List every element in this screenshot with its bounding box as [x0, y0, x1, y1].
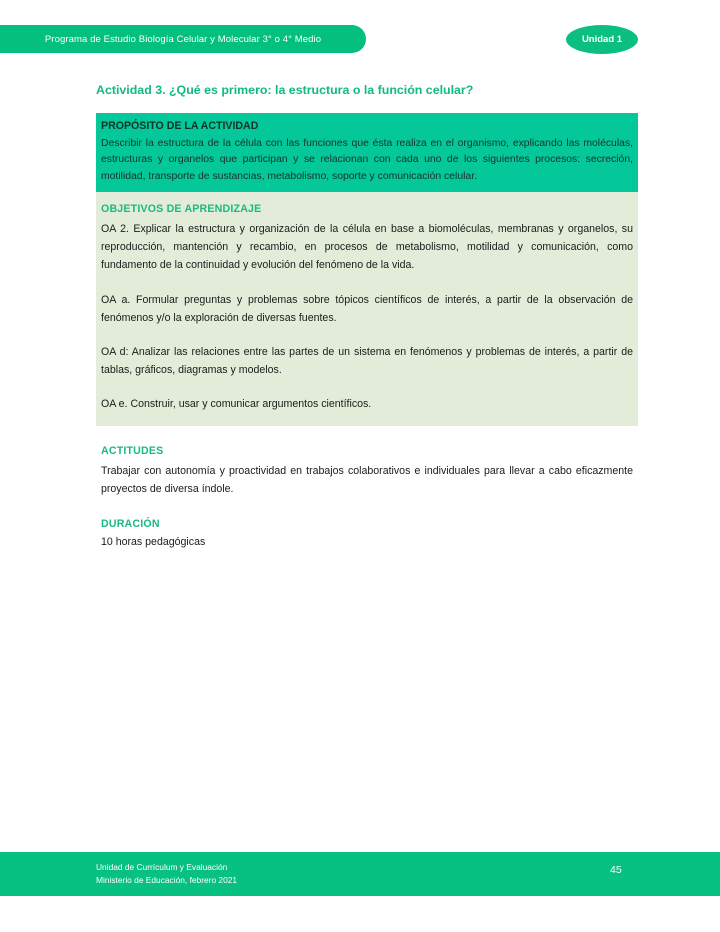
- duration-value: 10 horas pedagógicas: [101, 535, 206, 548]
- footer-credits: [96, 861, 237, 886]
- unit-badge-label: Unidad 1: [581, 34, 623, 45]
- objective-item: OA 2. Explicar la estructura y organización de la célula en base a biomoléculas, membranas y organelos, su reproducción, mantención y recambio, en procesos de metabolismo, motilidad y comunicación, como fundamento de la continuidad y evolución del fenómeno de la vida.: [101, 222, 633, 272]
- objective-item: OA e. Construir, usar y comunicar argumentos científicos.: [101, 398, 372, 411]
- purpose-heading: PROPÓSITO DE LA ACTIVIDAD: [101, 120, 259, 133]
- objective-item: OA a. Formular preguntas y problemas sobre tópicos científicos de interés, a partir de la observación de fenómenos y/o la exploración de diversas fuentes.: [101, 293, 633, 324]
- page-content: [96, 0, 638, 551]
- duration-section: [96, 517, 638, 551]
- objectives-section: [96, 192, 638, 426]
- page-title: Actividad 3. ¿Qué es primero: la estructura o la función celular?: [96, 83, 474, 97]
- objectives-heading: OBJETIVOS DE APRENDIZAJE: [101, 203, 262, 216]
- attitudes-section: [96, 444, 638, 498]
- page-number: 45: [610, 864, 622, 876]
- duration-heading: DURACIÓN: [101, 518, 160, 531]
- header-banner-label: Programa de Estudio Biología Celular y Molecular 3° o 4° Medio: [44, 33, 322, 45]
- footer-bar: [0, 852, 720, 896]
- attitudes-body: Trabajar con autonomía y proactividad en trabajos colaborativos e individuales para llevar a cabo eficazmente proyectos de diversa índole.: [101, 464, 633, 495]
- purpose-section: [96, 113, 638, 192]
- purpose-body: Describir la estructura de la célula con las funciones que ésta realiza en el organismo, explicando las moléculas, estructuras y organelos que participan y se relacionan con cada uno de los siguientes procesos: secreción, motilidad, transporte de sustancias, metabolismo, soporte y comunicación celular.: [101, 137, 633, 183]
- objective-item: OA d: Analizar las relaciones entre las partes de un sistema en fenómenos y problemas de interés, a partir de tablas, gráficos, diagramas y modelos.: [101, 346, 633, 377]
- footer-line-2: Ministerio de Educación, febrero 2021: [96, 874, 238, 885]
- attitudes-heading: ACTITUDES: [101, 444, 164, 457]
- footer-line-1: Unidad de Currículum y Evaluación: [96, 862, 228, 872]
